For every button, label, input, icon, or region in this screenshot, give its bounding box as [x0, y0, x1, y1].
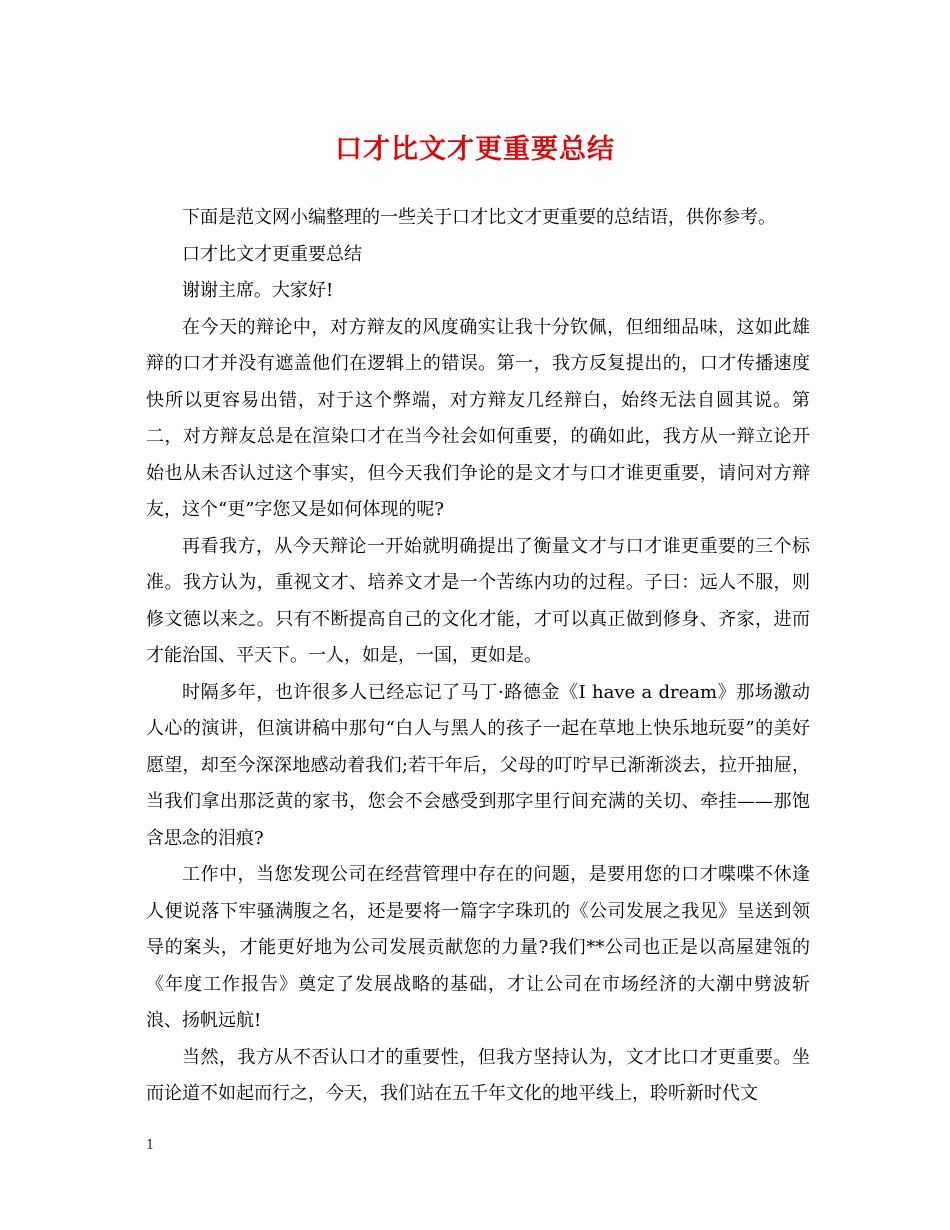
- paragraph-intro: 下面是范文网小编整理的一些关于口才比文才更重要的总结语，供你参考。: [182, 207, 776, 228]
- page-number: 1: [146, 1138, 155, 1153]
- paragraph-greeting: 谢谢主席。大家好!: [182, 280, 334, 301]
- paragraph: 当然，我方从不否认口才的重要性，但我方坚持认为，文才比口才更重要。坐而论道不如起而行之，今天，我们站在五千年文化的地平线上，聆听新时代文: [146, 1046, 810, 1104]
- paragraph: 在今天的辩论中，对方辩友的风度确实让我十分钦佩，但细细品味，这如此雄辩的口才并没有遮盖他们在逻辑上的错误。第一，我方反复提出的，口才传播速度快所以更容易出错，对于这个弊端，对方辩友几经辩白，始终无法自圆其说。第二，对方辩友总是在渲染口才在当今社会如何重要，的确如此，我方从一辩立论开始也从未否认过这个事实，但今天我们争论的是文才与口才谁更重要，请问对方辩友，这个“更”字您又是如何体现的呢?: [146, 316, 810, 520]
- document-body: [146, 200, 810, 1113]
- paragraph: 时隔多年，也许很多人已经忘记了马丁·路德金《I have a dream》那场激动人心的演讲，但演讲稿中那句“白人与黑人的孩子一起在草地上快乐地玩耍”的美好愿望，却至今深深地感动着我们;若干年后，父母的叮咛早已渐渐淡去，拉开抽屉，当我们拿出那泛黄的家书，您会不会感受到那字里行间充满的关切、牵挂——那饱含思念的泪痕?: [146, 681, 810, 849]
- paragraph: 工作中，当您发现公司在经营管理中存在的问题，是要用您的口才喋喋不休逢人便说落下牢骚满腹之名，还是要将一篇字字珠玑的《公司发展之我见》呈送到领导的案头，才能更好地为公司发展贡献您的力量?我们**公司也正是以高屋建瓴的《年度工作报告》奠定了发展战略的基础，才让公司在市场经济的大潮中劈波斩浪、扬帆远航!: [146, 864, 810, 1031]
- document-title: 口才比文才更重要总结: [335, 134, 615, 165]
- paragraph-subtitle: 口才比文才更重要总结: [182, 243, 362, 265]
- paragraph: 再看我方，从今天辩论一开始就明确提出了衡量文才与口才谁更重要的三个标准。我方认为，重视文才、培养文才是一个苦练内功的过程。子曰：远人不服，则修文德以来之。只有不断提高自己的文化才能，才可以真正做到修身、齐家，进而才能治国、平天下。一人，如是，一国，更如是。: [146, 535, 810, 666]
